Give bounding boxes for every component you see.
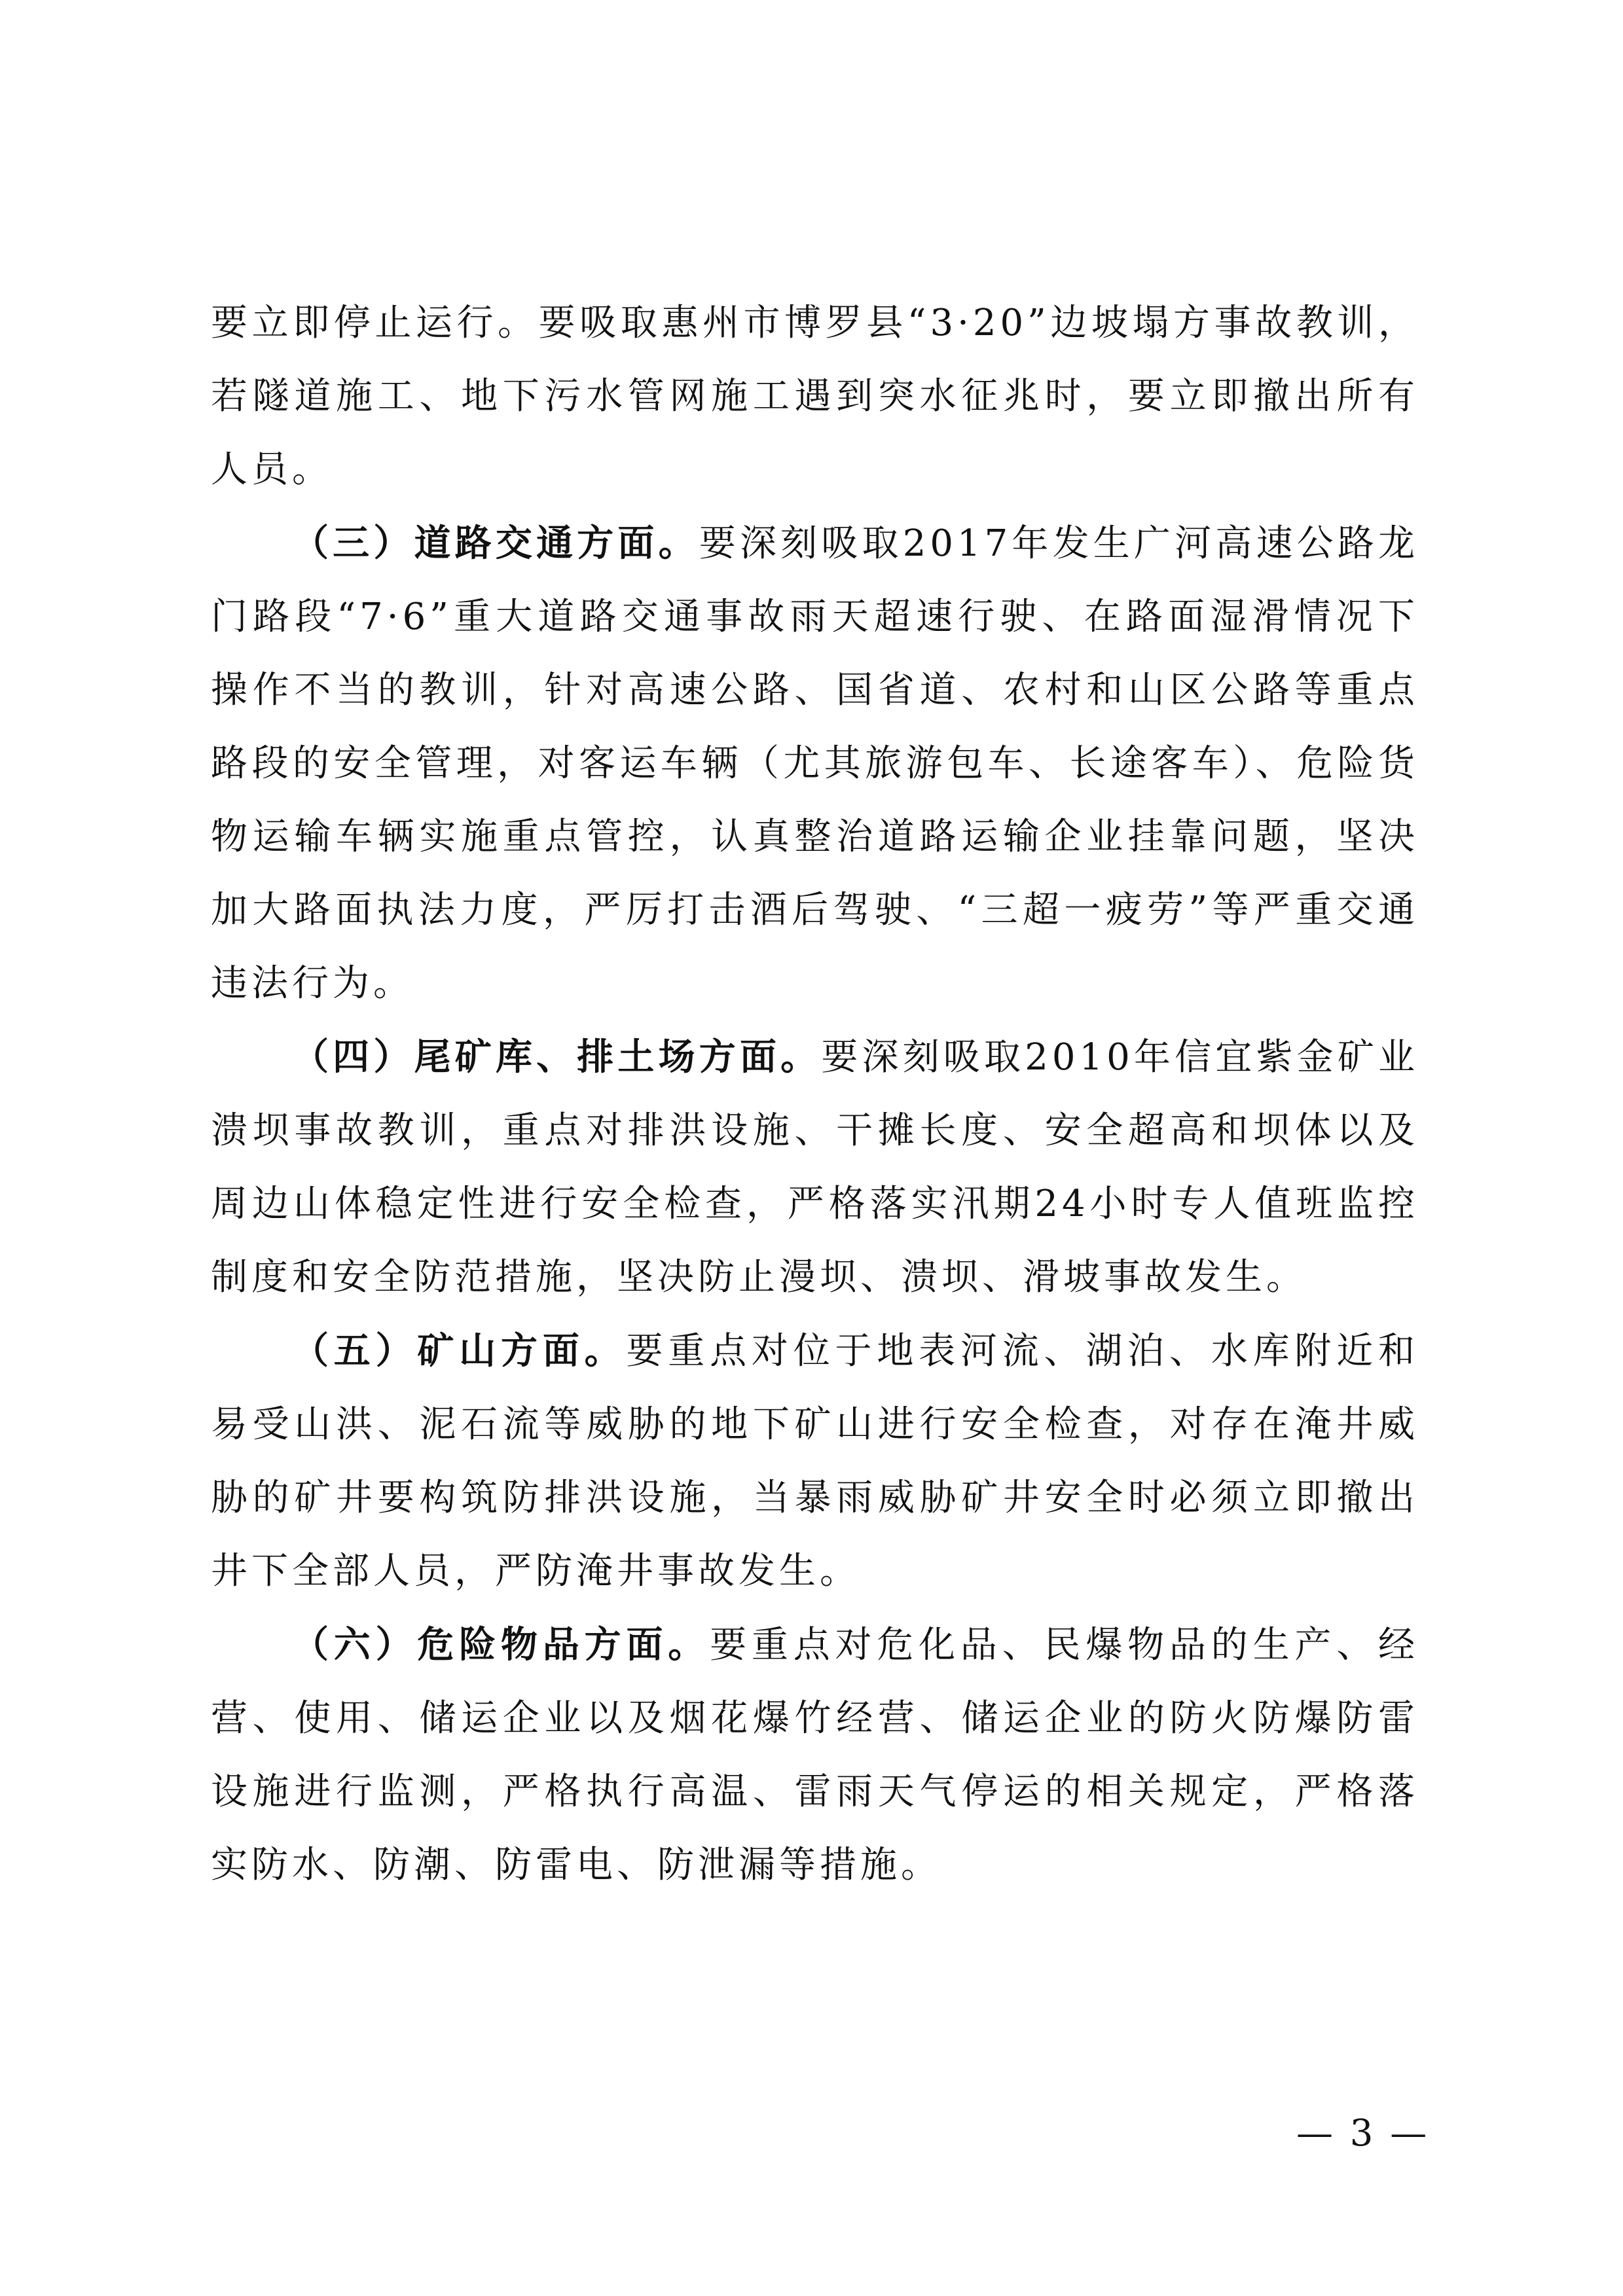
page-number: — 3 — [1296,2112,1430,2155]
paragraph-road-traffic [211,507,1419,1020]
paragraph-body: 要重点对位于地表河流、湖泊、水库附近和易受山洪、泥石流等威胁的地下矿山进行安全检查，对存在淹井威胁的矿井要构筑防排洪设施，当暴雨威胁矿井安全时必须立即撤出井下全部人员，严防淹井事故发生。 [211,1330,1419,1592]
paragraph-hazardous-goods [211,1608,1419,1902]
paragraph-body: 要重点对危化品、民爆物品的生产、经营、使用、储运企业以及烟花爆竹经营、储运企业的防火防爆防雷设施进行监测，严格执行高温、雷雨天气停运的相关规定，严格落实防水、防潮、防雷电、防泄漏等措施。 [211,1624,1419,1886]
paragraph-continuation [211,287,1419,507]
paragraph-heading: （三）道路交通方面。 [292,522,699,565]
document-body [211,287,1419,1902]
paragraph-body: 要深刻吸取2017年发生广河高速公路龙门路段“7·6”重大道路交通事故雨天超速行驶、在路面湿滑情况下操作不当的教训，针对高速公路、国省道、农村和山区公路等重点路段的安全管理，对客运车辆（尤其旅游包车、长途客车）、危险货物运输车辆实施重点管控，认真整治道路运输企业挂靠问题，坚决加大路面执法力度，严厉打击酒后驾驶、“三超一疲劳”等严重交通违法行为。 [211,522,1419,1005]
paragraph-body: 要深刻吸取2010年信宜紫金矿业溃坝事故教训，重点对排洪设施、干摊长度、安全超高和坝体以及周边山体稳定性进行安全检查，严格落实汛期24小时专人值班监控制度和安全防范措施，坚决防止漫坝、溃坝、滑坡事故发生。 [211,1036,1419,1299]
paragraph-heading: （六）危险物品方面。 [292,1623,710,1666]
paragraph-heading: （五）矿山方面。 [292,1329,627,1372]
paragraph-heading: （四）尾矿库、排土场方面。 [292,1035,822,1079]
paragraph-mines [211,1314,1419,1608]
paragraph-tailings-dump [211,1020,1419,1314]
paragraph-body: 要立即停止运行。要吸取惠州市博罗县“3·20”边坡塌方事故教训，若隧道施工、地下污水管网施工遇到突水征兆时，要立即撤出所有人员。 [211,302,1419,491]
